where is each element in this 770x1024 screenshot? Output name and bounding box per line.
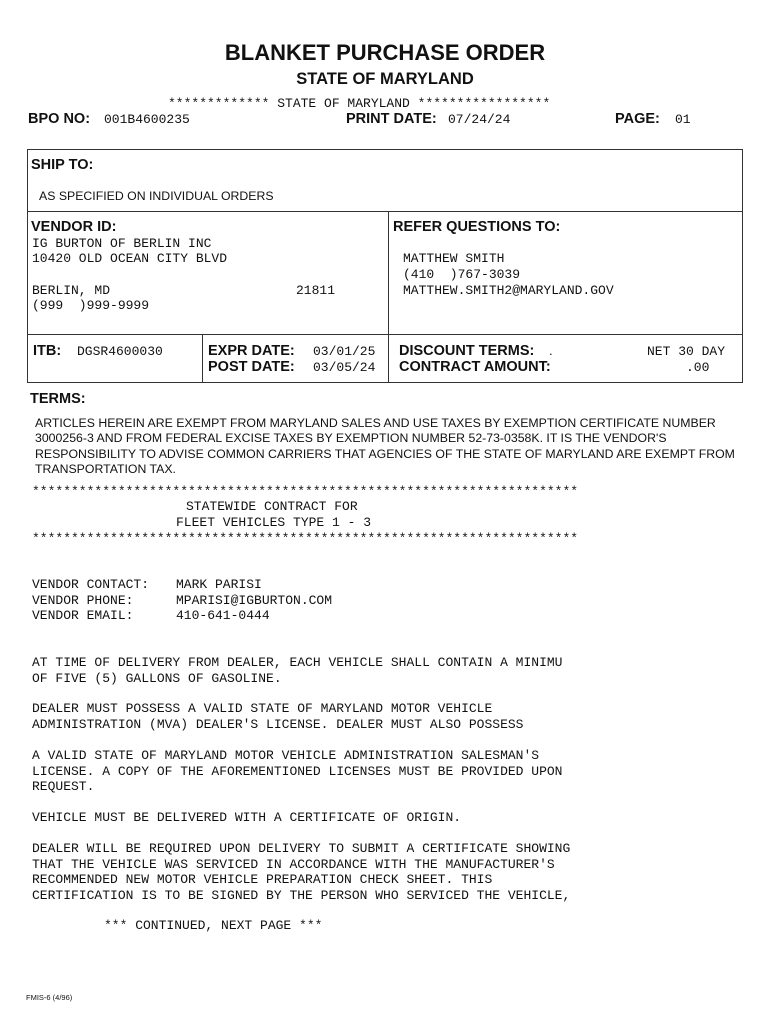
paragraph-fuel: AT TIME OF DELIVERY FROM DEALER, EACH VEHICLE SHALL CONTAIN A MINIMU OF FIVE (5) GALLONS OF GASOLINE. bbox=[32, 655, 563, 686]
vendor-email-value: 410-641-0444 bbox=[176, 608, 270, 623]
itb-label: ITB: bbox=[33, 343, 62, 359]
bpo-label: BPO NO: bbox=[28, 111, 91, 127]
discount-terms-value: NET 30 DAY bbox=[647, 344, 726, 359]
ship-to-label: SHIP TO: bbox=[31, 157, 94, 173]
refer-questions-label: REFER QUESTIONS TO: bbox=[393, 219, 561, 235]
ship-to-value: AS SPECIFIED ON INDIVIDUAL ORDERS bbox=[39, 189, 274, 203]
terms-label: TERMS: bbox=[30, 391, 86, 407]
vendor-contact-value: MARK PARISI bbox=[176, 577, 262, 592]
vendor-contact-label: VENDOR CONTACT: bbox=[32, 577, 150, 592]
contract-amount-label: CONTRACT AMOUNT: bbox=[399, 359, 551, 375]
paragraph-certificate-origin: VEHICLE MUST BE DELIVERED WITH A CERTIFICATE OF ORIGIN. bbox=[32, 810, 462, 825]
document-title: BLANKET PURCHASE ORDER bbox=[224, 40, 546, 65]
vendor-email-label: VENDOR EMAIL: bbox=[32, 608, 134, 623]
document-subtitle: STATE OF MARYLAND bbox=[296, 70, 474, 88]
itb-expr-divider bbox=[202, 334, 203, 383]
contract-stars-top: ********************************************************************** bbox=[32, 484, 579, 499]
vendor-zip: 21811 bbox=[296, 283, 336, 298]
info-row-divider bbox=[27, 334, 743, 335]
print-date-label: PRINT DATE: bbox=[346, 111, 437, 127]
print-date-value: 07/24/24 bbox=[448, 112, 511, 127]
discount-terms-label: DISCOUNT TERMS: bbox=[399, 343, 535, 359]
state-banner: ************* STATE OF MARYLAND ***************** bbox=[168, 96, 551, 111]
post-date-label: POST DATE: bbox=[208, 359, 295, 375]
itb-value: DGSR4600030 bbox=[77, 344, 163, 359]
expr-date-value: 03/01/25 bbox=[313, 344, 376, 359]
page-label: PAGE: bbox=[615, 111, 660, 127]
refer-phone: (410 )767-3039 bbox=[403, 267, 521, 282]
discount-terms-dot: . bbox=[549, 343, 553, 358]
vendor-phone-value: MPARISI@IGBURTON.COM bbox=[176, 593, 333, 608]
contract-amount-value: .00 bbox=[686, 360, 710, 375]
refer-email: MATTHEW.SMITH2@MARYLAND.GOV bbox=[403, 283, 614, 298]
paragraph-dealer-license: DEALER MUST POSSESS A VALID STATE OF MARYLAND MOTOR VEHICLE ADMINISTRATION (MVA) DEALER'S LICENSE. DEALER MUST ALSO POSSESS bbox=[32, 701, 524, 732]
vendor-address: 10420 OLD OCEAN CITY BLVD bbox=[32, 251, 228, 266]
contract-stars-bottom: ********************************************************************** bbox=[32, 531, 579, 546]
terms-text: ARTICLES HEREIN ARE EXEMPT FROM MARYLAND SALES AND USE TAXES BY EXEMPTION CERTIFICATE NUMBER 3000256-3 AND FROM FEDERAL EXCISE TAXES BY EXEMPTION NUMBER 52-73-0358K. IT IS THE VENDOR'S RESPONSIBILITY TO ADVISE COMMON CARRIERS THAT AGENCIES OF THE STATE OF MARYLAND ARE EXEMPT FROM TRANSPORTATION TAX. bbox=[35, 416, 735, 476]
bpo-number: 001B4600235 bbox=[104, 112, 190, 127]
vendor-refer-divider bbox=[388, 211, 389, 383]
vendor-id-label: VENDOR ID: bbox=[31, 219, 117, 235]
vendor-city: BERLIN, MD bbox=[32, 283, 111, 298]
expr-date-label: EXPR DATE: bbox=[208, 343, 295, 359]
post-date-value: 03/05/24 bbox=[313, 360, 376, 375]
ship-to-divider bbox=[27, 211, 743, 212]
vendor-phone-label: VENDOR PHONE: bbox=[32, 593, 134, 608]
page-number: 01 bbox=[675, 112, 691, 127]
form-id: FMIS-6 (4/96) bbox=[26, 993, 73, 1002]
contract-line-1: STATEWIDE CONTRACT FOR bbox=[186, 499, 358, 514]
paragraph-salesman-license: A VALID STATE OF MARYLAND MOTOR VEHICLE ADMINISTRATION SALESMAN'S LICENSE. A COPY OF THE AFOREMENTIONED LICENSES MUST BE PROVIDED UPON REQUEST. bbox=[32, 748, 563, 795]
contract-line-2: FLEET VEHICLES TYPE 1 - 3 bbox=[176, 515, 372, 530]
continued-notice: *** CONTINUED, NEXT PAGE *** bbox=[104, 918, 323, 933]
vendor-name: IG BURTON OF BERLIN INC bbox=[32, 236, 212, 251]
paragraph-service-certificate: DEALER WILL BE REQUIRED UPON DELIVERY TO SUBMIT A CERTIFICATE SHOWING THAT THE VEHICLE WAS SERVICED IN ACCORDANCE WITH THE MANUFACTURER'S RECOMMENDED NEW MOTOR VEHICLE PREPARATION CHECK SHEET. THIS CERTIFICATION IS TO BE SIGNED BY THE PERSON WHO SERVICED THE VEHICLE, bbox=[32, 841, 571, 903]
refer-name: MATTHEW SMITH bbox=[403, 251, 505, 266]
vendor-phone: (999 )999-9999 bbox=[32, 298, 150, 313]
